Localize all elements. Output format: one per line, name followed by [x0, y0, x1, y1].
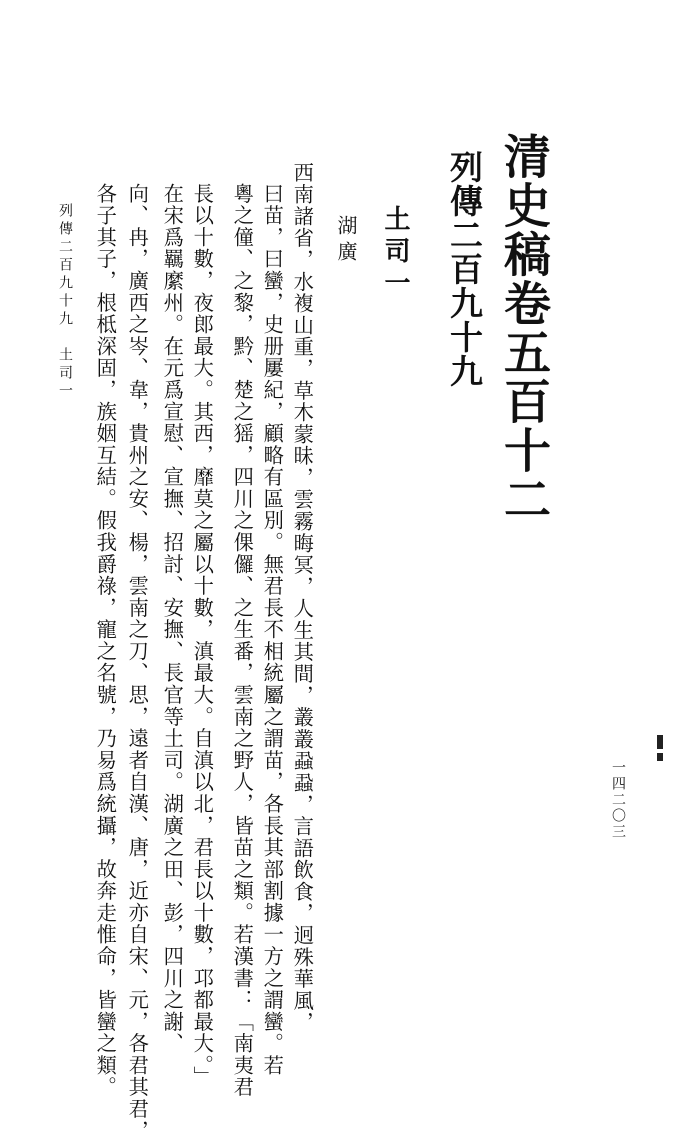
running-caption: 列傳二百九十九 土司一	[57, 203, 73, 401]
text-column: 粵之僮、之黎，黔、楚之猺，四川之倮儸、之生番，雲南之野人，皆苗之類。若漢書：「南夷君	[230, 183, 255, 1099]
text-column: 長以十數，夜郎最大。其西，靡莫之屬以十數，滇最大。自滇以北，君長以十數，邛都最大。」	[190, 183, 215, 1089]
text-column: 向、冉，廣西之岑、韋，貴州之安、楊，雲南之刀、思，遠者自漢、唐，近亦自宋、元，各君其君，	[125, 183, 150, 1142]
text-column: 西南諸省，水複山重，草木蒙昧，雲霧晦冥，人生其間，叢叢蝨蝨，言語飲食，迥殊華風，	[290, 162, 315, 1034]
page-number: 一四二〇三	[610, 760, 626, 840]
section-heading: 土司一	[380, 205, 410, 301]
page-title: 清史稿卷五百十二	[496, 132, 551, 524]
region-heading: 湖廣	[334, 215, 358, 267]
scan-margin-mark	[657, 735, 663, 765]
text-column: 各子其子，根柢深固，族姻互結。假我爵祿，寵之名號，乃易爲統攝，故奔走惟命，皆蠻之類。	[93, 183, 118, 1099]
text-column: 曰苗，曰蠻，史册屢紀，顧略有區別。無君長不相統屬之謂苗，各長其部割據一方之謂蠻。若	[260, 183, 285, 1077]
text-column: 在宋爲羈縻州。在元爲宣慰、宣撫、招討、安撫、長官等土司。湖廣之田、彭，四川之謝、	[160, 183, 185, 1055]
chapter-subtitle: 列傳二百九十九	[445, 150, 484, 388]
